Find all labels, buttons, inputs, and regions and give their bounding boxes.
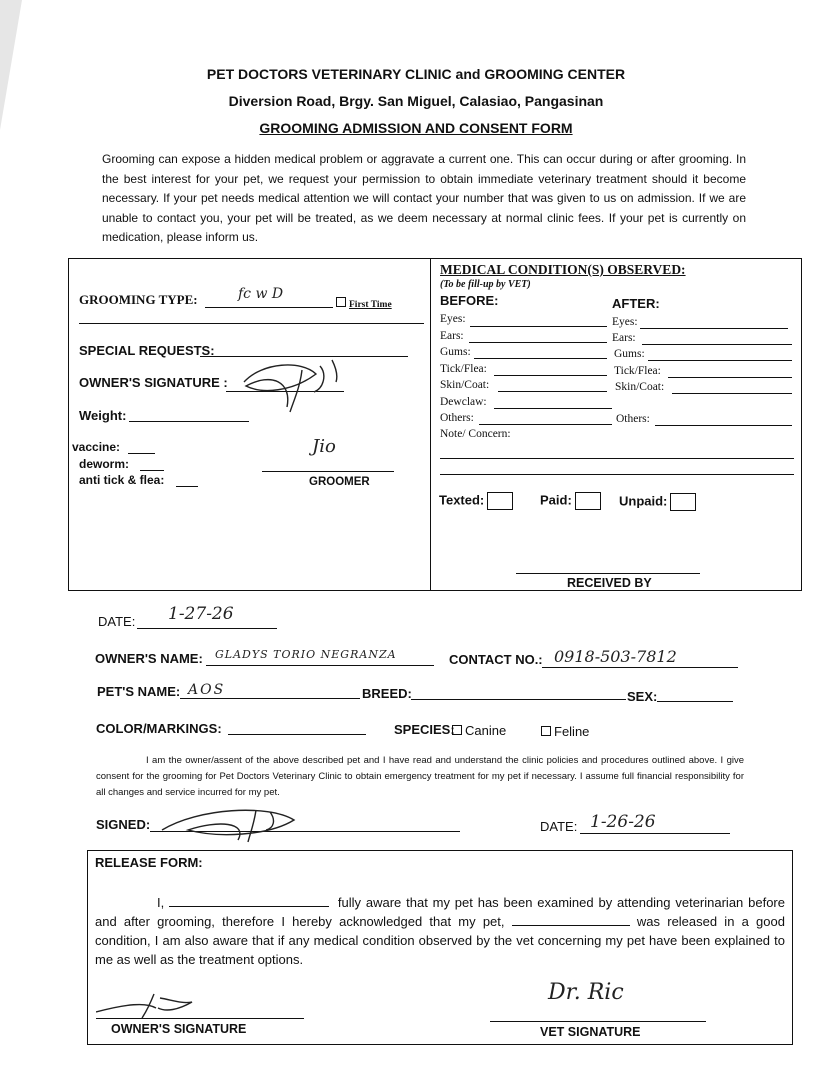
sex-label: SEX: [627, 689, 658, 704]
texted-checkbox[interactable] [439, 492, 513, 510]
column-divider [430, 258, 431, 591]
breed-line [411, 699, 626, 700]
before-gums: Gums: [440, 346, 471, 358]
received-by-line [516, 573, 700, 574]
before-others: Others: [440, 412, 474, 424]
color-line [228, 734, 366, 735]
signed-date-value: 1-26-26 [590, 812, 656, 832]
deworm-label: deworm: [79, 457, 130, 471]
weight-line [129, 421, 249, 422]
canine-option[interactable] [452, 723, 506, 738]
after-eyes: Eyes: [612, 316, 638, 328]
release-title: RELEASE FORM: [95, 855, 203, 870]
release-p1: I, [157, 895, 165, 910]
feline-option[interactable] [541, 724, 589, 739]
date-line [137, 628, 277, 629]
owner-name-label: OWNER'S NAME: [95, 651, 203, 666]
before-dewclaw-line [494, 408, 612, 409]
form-title: GROOMING ADMISSION AND CONSENT FORM [259, 120, 573, 136]
special-requests-label: SPECIAL REQUESTS: [79, 343, 215, 358]
clinic-address: Diversion Road, Brgy. San Miguel, Calasiao, Pangasinan [228, 93, 604, 109]
medical-title: MEDICAL CONDITION(S) OBSERVED: [440, 262, 686, 277]
paid-checkbox[interactable] [540, 492, 601, 510]
anti-tick-label: anti tick & flea: [79, 473, 165, 487]
feline-box[interactable] [541, 726, 551, 736]
date-label: DATE: [98, 614, 136, 629]
anti-tick-line [176, 486, 198, 487]
owner-name-value: GLADYS TORIO NEGRANZA [215, 648, 397, 661]
after-ears: Ears: [612, 332, 636, 344]
before-ears-line [469, 342, 607, 343]
owner-signature-label: OWNER'S SIGNATURE : [79, 375, 228, 390]
canine-box[interactable] [452, 725, 462, 735]
contact-line [542, 667, 738, 668]
release-owner-signature-label: OWNER'S SIGNATURE [111, 1022, 247, 1036]
first-time-box[interactable] [336, 297, 346, 307]
before-heading: BEFORE: [440, 293, 499, 308]
release-pet-blank [512, 925, 630, 926]
before-eyes: Eyes: [440, 313, 466, 325]
texted-box[interactable] [487, 492, 513, 510]
signed-label: SIGNED: [96, 817, 151, 832]
groomer-initials: Jio [312, 436, 336, 457]
intro-paragraph: Grooming can expose a hidden medical problem or aggravate a current one. This can occur during or after grooming. In the best interest for your pet, we request your permission to obtain immediate veterinary treatment should it become necessary. If your pet needs medical attention we will contact your number that was given to us on admission. If we are unable to contact you, your pet will be treated, as we deem necessary at normal clinic fees. If your pet is currently on medication, please inform us. [102, 152, 746, 244]
color-label: COLOR/MARKINGS: [96, 721, 222, 736]
before-dewclaw: Dewclaw: [440, 396, 487, 408]
before-skin-line [498, 391, 607, 392]
release-p2: fully aware that my pet has been examined by attending veterinarian before and after grooming, therefore I hereby acknowledged that my pet, [95, 895, 785, 929]
after-gums-line [648, 360, 792, 361]
signed-date-line [580, 833, 730, 834]
vaccine-line [128, 453, 155, 454]
note-line-2 [440, 474, 794, 475]
species-label: SPECIES: [394, 722, 455, 737]
vet-signature-line [490, 1021, 706, 1022]
consent-paragraph: I am the owner/assent of the above described pet and I have read and understand the clinic policies and procedures outlined above. I give consent for the grooming for Pet Doctors Veterinary Clinic to obtain emergency treatment for my pet if necessary. I assume full financial responsibility for all changes and service incurred for my pet. [96, 755, 744, 798]
after-ears-line [642, 344, 792, 345]
pet-name-value: AOS [188, 682, 226, 698]
note-line-1 [440, 458, 794, 459]
unpaid-checkbox[interactable] [619, 493, 696, 511]
medical-subtitle: (To be fill-up by VET) [440, 279, 531, 290]
paid-label: Paid: [540, 492, 572, 508]
grooming-type-value: fc w D [238, 286, 284, 302]
texted-label: Texted: [439, 492, 485, 508]
before-eyes-line [470, 326, 607, 327]
deworm-line [140, 470, 164, 471]
before-tick: Tick/Flea: [440, 363, 487, 375]
vaccine-label: vaccine: [72, 440, 121, 454]
first-time-label: First Time [349, 300, 392, 310]
contact-label: CONTACT NO.: [449, 652, 543, 667]
release-p3: was released in a good condition, I am also aware that if any medical condition observed by the vet concerning my pet have been explained to me as well as the treatment options. [95, 914, 785, 967]
grooming-type-label: GROOMING TYPE: [79, 292, 198, 307]
after-skin-line [672, 393, 792, 394]
before-others-line [479, 424, 612, 425]
before-ears: Ears: [440, 330, 464, 342]
clinic-name: PET DOCTORS VETERINARY CLINIC and GROOMING CENTER [206, 66, 626, 82]
note-label: Note/ Concern: [440, 428, 511, 440]
vet-signature-label: VET SIGNATURE [540, 1025, 641, 1039]
vet-handwriting: Dr. Ric [548, 980, 624, 1005]
first-time-checkbox[interactable] [336, 297, 392, 310]
received-by-label: RECEIVED BY [567, 576, 652, 590]
release-name-blank [169, 906, 329, 907]
unpaid-label: Unpaid: [619, 493, 668, 509]
owner-name-line [206, 665, 434, 666]
after-tick-line [668, 377, 792, 378]
date-value: 1-27-26 [168, 604, 234, 624]
after-gums: Gums: [614, 348, 645, 360]
contact-value: 0918-503-7812 [554, 647, 677, 666]
page-corner-shadow [0, 0, 22, 130]
canine-label: Canine [465, 723, 507, 738]
after-skin: Skin/Coat: [615, 381, 665, 393]
groomer-line [262, 471, 394, 472]
after-others-line [655, 425, 792, 426]
breed-label: BREED: [362, 686, 412, 701]
grooming-type-line-2 [79, 323, 424, 324]
before-gums-line [474, 358, 607, 359]
grooming-type-line [205, 307, 333, 308]
signed-date-label: DATE: [540, 819, 578, 834]
pet-name-line [180, 698, 360, 699]
after-eyes-line [640, 328, 788, 329]
pet-name-label: PET'S NAME: [97, 684, 181, 699]
owner-signature-scribble [232, 352, 352, 414]
after-heading: AFTER: [612, 296, 660, 311]
weight-label: Weight: [79, 408, 127, 423]
unpaid-box[interactable] [670, 493, 696, 511]
paid-box[interactable] [575, 492, 601, 510]
feline-label: Feline [554, 724, 590, 739]
groomer-label: GROOMER [309, 476, 370, 488]
release-owner-line [96, 1018, 304, 1019]
after-tick: Tick/Flea: [614, 365, 661, 377]
before-tick-line [494, 375, 607, 376]
before-skin: Skin/Coat: [440, 379, 490, 391]
release-paragraph [95, 893, 785, 969]
after-others: Others: [616, 413, 650, 425]
signed-signature-scribble [158, 800, 308, 844]
sex-line [657, 701, 733, 702]
